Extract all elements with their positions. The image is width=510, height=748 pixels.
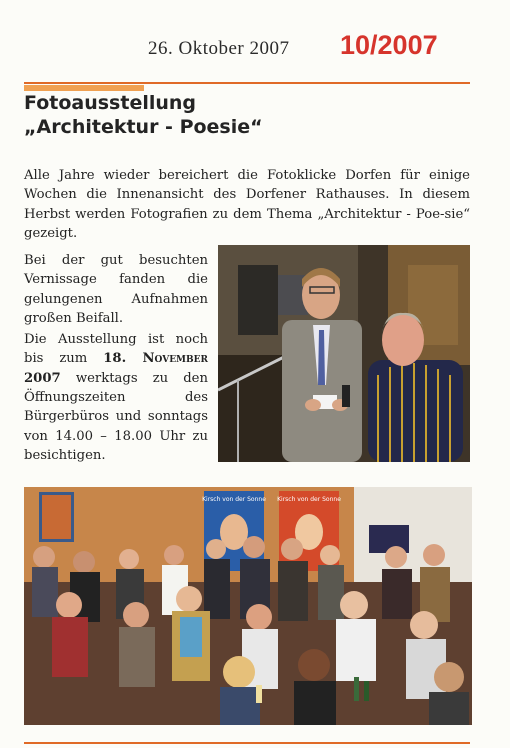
article-paragraph-3	[24, 330, 208, 465]
article-title-line-2: „Architektur - Poesie“	[24, 116, 263, 138]
exhibition-end-date: 18. November 2007	[24, 351, 208, 386]
issue-date: 26. Oktober 2007	[148, 38, 290, 59]
article-column	[24, 251, 208, 465]
photo-speakers	[218, 245, 470, 462]
photo-audience	[24, 487, 472, 725]
footer-divider	[24, 742, 470, 744]
article-paragraph-2: Bei der gut besuchten Vernissage fanden die gelungenen Aufnahmen großen Beifall.	[24, 253, 208, 326]
poster-label-1: Kirsch von der Sonne	[202, 496, 266, 503]
poster-label-2: Kirsch von der Sonne	[277, 496, 341, 503]
header-divider	[24, 82, 470, 84]
article-title	[24, 91, 470, 139]
paragraph-3-rest: werktags zu den Öffnungszeiten des Bürgerbüros und sonntags von 14.00 – 18.00 Uhr zu besichtigen.	[24, 370, 208, 463]
issue-number: 10/2007	[340, 30, 438, 60]
article-intro: Alle Jahre wieder bereichert die Fotoklicke Dorfen für einige Wochen die Innenansicht des Dorfener Rathauses. In diesem Herbst werden Fotografien zu dem Thema „Architektur - Poe-sie“ gezeigt.	[24, 168, 470, 241]
article-title-line-1: Fotoausstellung	[24, 92, 197, 114]
paragraph-3-lead: Die Ausstellung ist noch bis zum	[24, 332, 208, 367]
